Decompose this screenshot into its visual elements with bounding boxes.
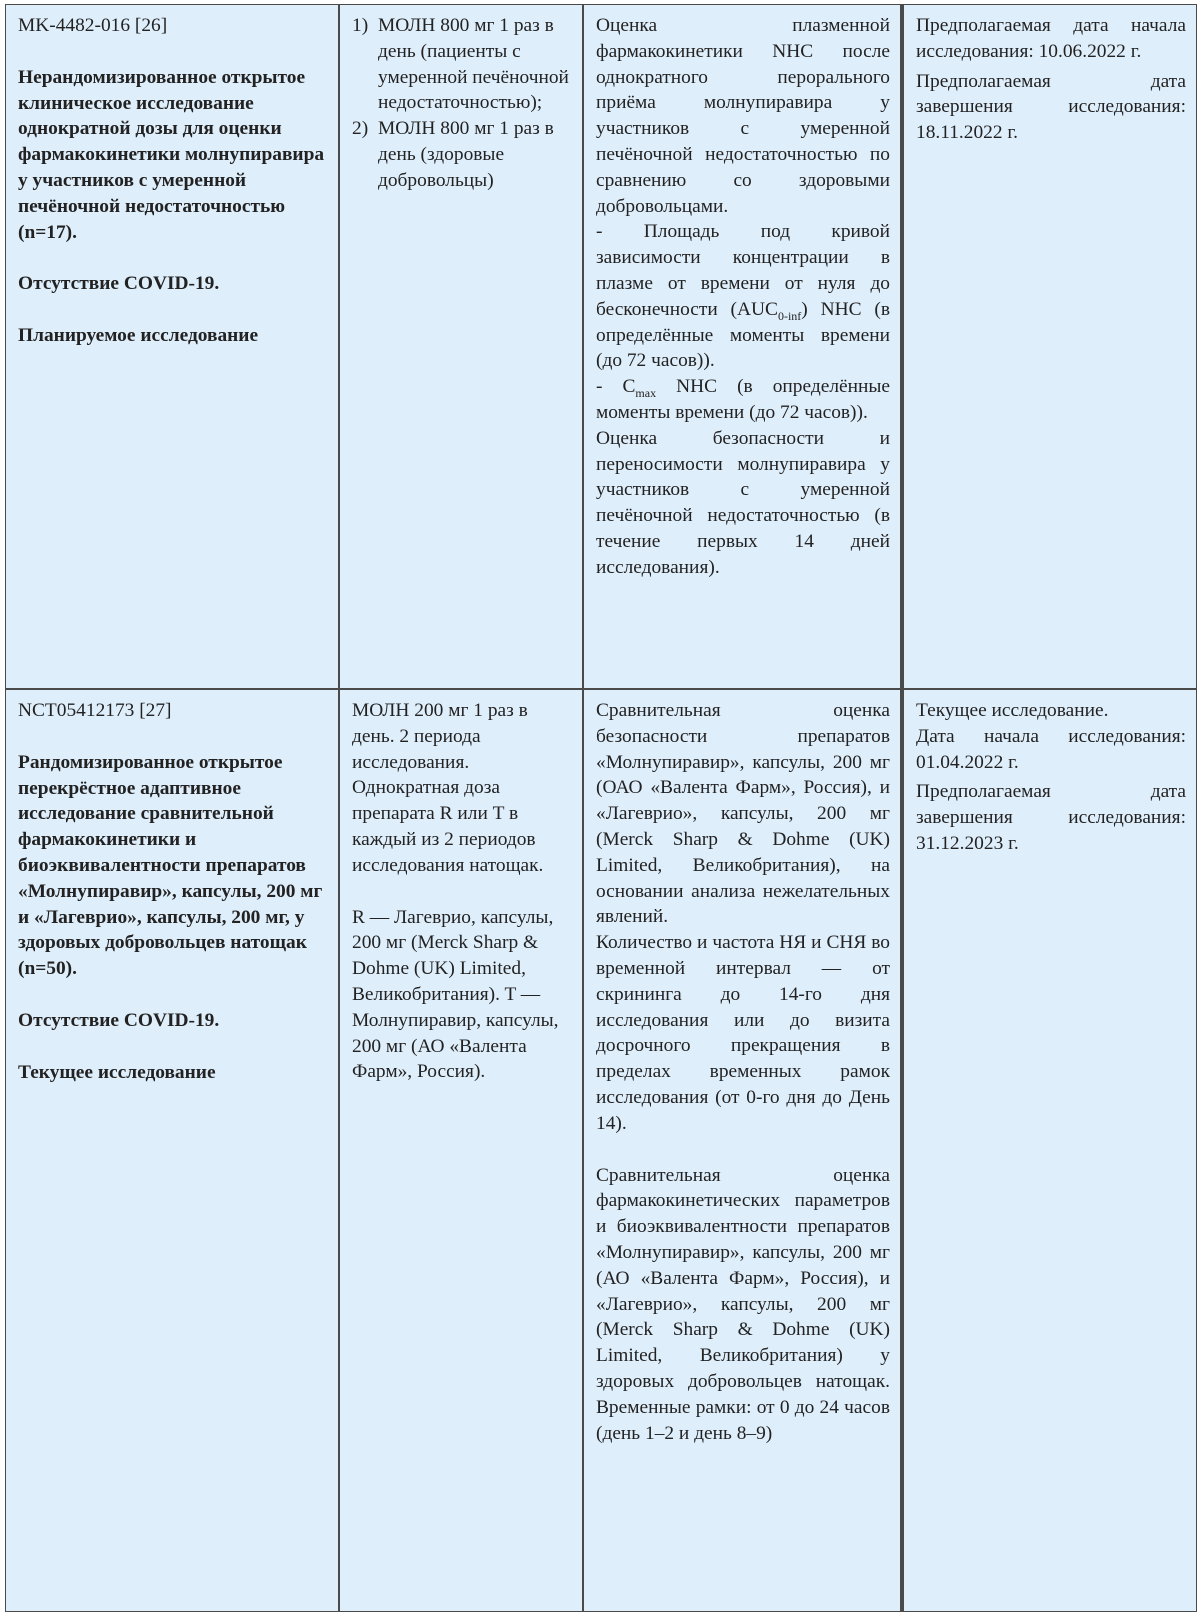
endpoint-safety-comparison: Сравнительная оценка безопасности препаратов «Молнупиравир», капсулы, 200 мг (ОАО «Валента Фарм», Россия), и «Лагеврио», капсулы, 200 мг (Merck Sharp & Dohme (UK) Limited, Великобритания), на основании анализа нежелательных явлений. (596, 700, 890, 928)
start-date: Дата начала исследования: 01.04.2022 г. (916, 725, 1186, 773)
dosing-references: R — Лагеврио, капсулы, 200 мг (Merck Sharp & Dohme (UK) Limited, Великобритания). T — Молнупиравир, капсулы, 200 мг (АО «Валента Фарм», Россия). (352, 906, 559, 1083)
study-status: Планируемое исследование (18, 325, 259, 347)
endpoints-cell-2 (583, 689, 901, 1612)
dosing-item-number: 2) (352, 118, 369, 140)
endpoint-auc: - Площадь под кривой зависимости концентрации в плазме от времени от нуля до бесконечности $(AUC_{0-inf})$ NHC (в определённые моменты времени (до 72 часов)). (596, 221, 890, 372)
dosing-cell-2 (339, 689, 583, 1612)
start-date: Предполагаемая дата начала исследования: 10.06.2022 г. (916, 15, 1186, 62)
endpoint-intro: Оценка плазменной фармакокинетики NHC после однократного перорального приёма молнупиравира у участников с умеренной печёночной недостаточностью по сравнению со здоровыми добровольцами. (596, 15, 890, 217)
study-id: MK-4482-016 [26] (18, 15, 168, 36)
endpoint-pk-comparison: Сравнительная оценка фармакокинетических параметров и биоэквивалентности препаратов «Молнупиравир», капсулы, 200 мг (АО «Валента Фарм», Россия), и «Лагеврио», капсулы, 200 мг (Merck Sharp & Dohme (UK) Limited, Великобритания) у здоровых добровольцев натощак. Временные рамки: от 0 до 24 часов (день 1–2 и день 8–9) (596, 1164, 890, 1444)
endpoint-cmax: - $C_{max}$ NHC (в определённые моменты времени (до 72 часов)). (596, 376, 890, 423)
endpoint-adverse-events: Количество и частота НЯ и СНЯ во временной интервал — от скрининга до 14-го дня исследования или до визита досрочного прекращения в пределах временных рамок исследования (от 0-го дня до День 14). (596, 932, 890, 1134)
dosing-cell-1 (339, 4, 583, 689)
study-title: Рандомизированное открытое перекрёстное адаптивное исследование сравнительной фармакокинетики и биоэквивалентности препаратов «Молнупиравир», капсулы, 200 мг и «Лагеврио», капсулы, 200 мг, у здоровых добровольцев натощак (n=50). (18, 751, 323, 980)
study-title: Нерандомизированное открытое клиническое исследование однократной дозы для оценки фармакокинетики молнупиравира у участников с умеренной печёночной недостаточностью (n=17). (18, 66, 325, 243)
end-date: Предполагаемая дата завершения исследования: 31.12.2023 г. (916, 781, 1186, 854)
covid-status: Отсутствие COVID-19. (18, 1009, 220, 1031)
dates-cell-1 (901, 4, 1197, 689)
dates-cell-2 (901, 689, 1197, 1612)
dosing-item-text: МОЛН 800 мг 1 раз в день (пациенты с умеренной печёночной недостаточностью); (378, 15, 569, 114)
study-id: NCT05412173 [27] (18, 700, 172, 721)
study-state: Текущее исследование. (916, 700, 1109, 721)
covid-status: Отсутствие COVID-19. (18, 273, 220, 295)
dosing-item (352, 13, 572, 116)
study-status: Текущее исследование (18, 1061, 216, 1083)
dosing-item-text: МОЛН 800 мг 1 раз в день (здоровые добровольцы) (378, 118, 554, 191)
study-cell-1 (5, 4, 339, 689)
endpoints-cell-1 (583, 4, 901, 689)
dosing-item-number: 1) (352, 15, 369, 36)
dosing-item (352, 116, 572, 193)
study-cell-2 (5, 689, 339, 1612)
dosing-description: МОЛН 200 мг 1 раз в день. 2 периода исследования. Однократная доза препарата R или T в каждый из 2 периодов исследования натощак. (352, 700, 544, 876)
endpoint-safety: Оценка безопасности и переносимости молнупиравира у участников с умеренной печёночной недостаточностью (в течение первых 14 дней исследования). (596, 427, 890, 578)
end-date: Предполагаемая дата завершения исследования: 18.11.2022 г. (916, 70, 1186, 144)
